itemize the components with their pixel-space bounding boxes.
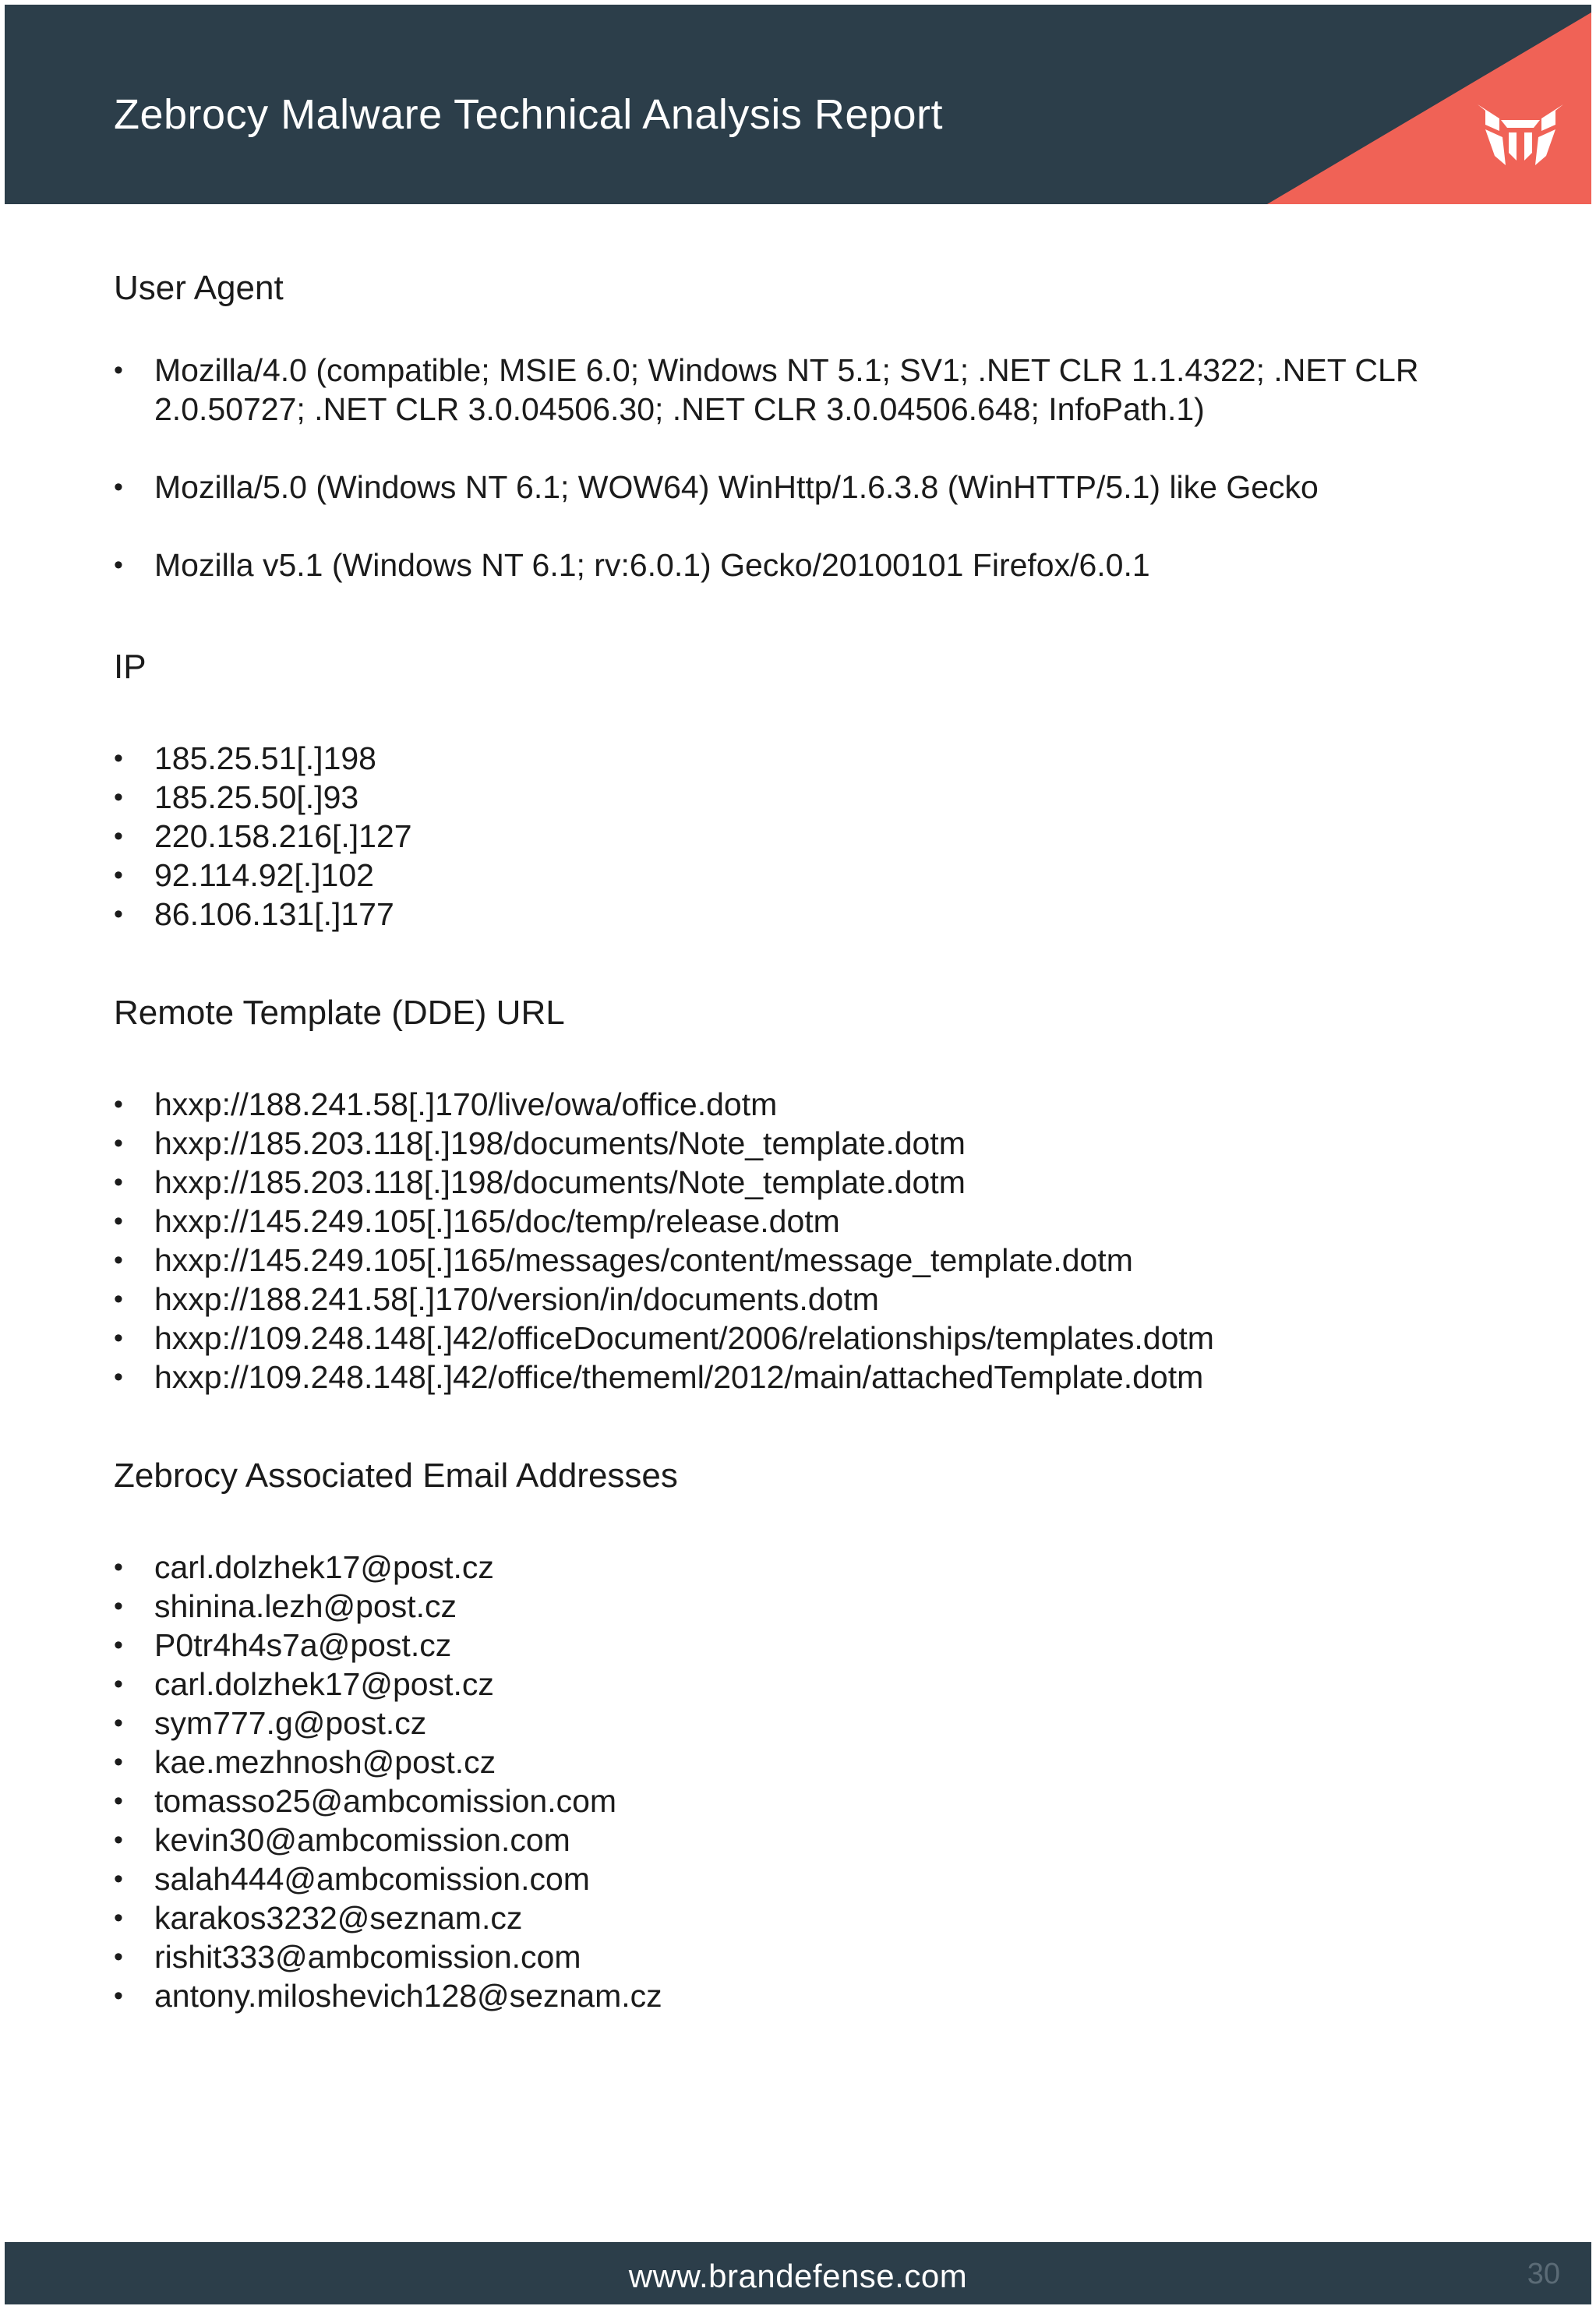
remote-template-section (114, 990, 1517, 1397)
list-item: • kae.mezhnosh@post.cz (114, 1743, 1517, 1782)
list-item: • 220.158.216[.]127 (114, 817, 1517, 856)
page-number: 30 (1527, 2258, 1560, 2290)
section-title-ip: IP (114, 648, 147, 686)
list-item: • salah444@ambcomission.com (114, 1859, 1517, 1898)
email-section (114, 1453, 1517, 2015)
remote-template-url-list (114, 1085, 1517, 1397)
list-item: • tomasso25@ambcomission.com (114, 1782, 1517, 1820)
list-item: • hxxp://145.249.105[.]165/messages/content/message_template.dotm (114, 1241, 1517, 1280)
list-item: • shinina.lezh@post.cz (114, 1587, 1517, 1626)
email-address-list (114, 1548, 1517, 2015)
page-header (5, 5, 1591, 204)
list-item: • sym777.g@post.cz (114, 1704, 1517, 1743)
list-item: • 185.25.50[.]93 (114, 778, 1517, 817)
report-title: Zebrocy Malware Technical Analysis Report (114, 91, 943, 138)
list-item: • Mozilla/5.0 (Windows NT 6.1; WOW64) WinHttp/1.6.3.8 (WinHTTP/5.1) like Gecko (114, 468, 1517, 507)
brandefense-logo-icon (1478, 104, 1563, 167)
list-item: • 86.106.131[.]177 (114, 895, 1517, 934)
list-item: • Mozilla/4.0 (compatible; MSIE 6.0; Windows NT 5.1; SV1; .NET CLR 1.1.4322; .NET CLR 2.0.50727; .NET CLR 3.0.04506.30; .NET CLR 3.0.04506.648; InfoPath.1) (114, 351, 1517, 429)
list-item: • hxxp://185.203.118[.]198/documents/Note_template.dotm (114, 1163, 1517, 1202)
list-item: • antony.miloshevich128@seznam.cz (114, 1976, 1517, 2015)
list-item: • hxxp://109.248.148[.]42/office/thememl/2012/main/attachedTemplate.dotm (114, 1358, 1517, 1397)
list-item: • 185.25.51[.]198 (114, 739, 1517, 778)
list-item: • karakos3232@seznam.cz (114, 1898, 1517, 1937)
list-item: • carl.dolzhek17@post.cz (114, 1548, 1517, 1587)
page-footer (5, 2242, 1591, 2304)
list-item: • hxxp://188.241.58[.]170/version/in/documents.dotm (114, 1280, 1517, 1319)
list-item: • kevin30@ambcomission.com (114, 1820, 1517, 1859)
list-item: • carl.dolzhek17@post.cz (114, 1665, 1517, 1704)
section-title-emails: Zebrocy Associated Email Addresses (114, 1457, 678, 1495)
list-item: • Mozilla v5.1 (Windows NT 6.1; rv:6.0.1) Gecko/20100101 Firefox/6.0.1 (114, 546, 1517, 584)
list-item: • hxxp://145.249.105[.]165/doc/temp/release.dotm (114, 1202, 1517, 1241)
list-item: • rishit333@ambcomission.com (114, 1937, 1517, 1976)
list-item: • hxxp://109.248.148[.]42/officeDocument/2006/relationships/templates.dotm (114, 1319, 1517, 1358)
ip-section (114, 644, 1517, 934)
user-agent-section (114, 265, 1517, 584)
user-agent-list (114, 351, 1517, 584)
ip-list (114, 739, 1517, 934)
list-item: • hxxp://185.203.118[.]198/documents/Note_template.dotm (114, 1124, 1517, 1163)
report-content (114, 265, 1517, 2015)
list-item: • P0tr4h4s7a@post.cz (114, 1626, 1517, 1665)
section-title-remote-template: Remote Template (DDE) URL (114, 994, 565, 1032)
list-item: • 92.114.92[.]102 (114, 856, 1517, 895)
list-item: • hxxp://188.241.58[.]170/live/owa/office.dotm (114, 1085, 1517, 1124)
footer-website-link[interactable]: www.brandefense.com (628, 2258, 968, 2294)
section-title-user-agent: User Agent (114, 269, 284, 307)
